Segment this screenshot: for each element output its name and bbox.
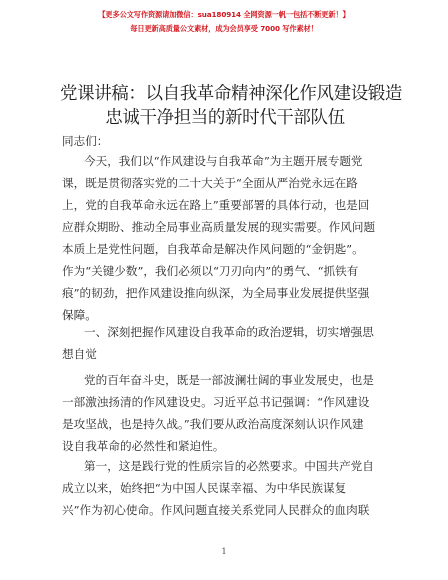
- document-title-line1: 党课讲稿：以自我革命精神深化作风建设锻造: [60, 84, 402, 104]
- paragraph-line: 党的百年奋斗史，既是一部波澜壮阔的事业发展史，也是: [84, 373, 374, 387]
- section-heading-1: [62, 321, 396, 365]
- paragraph-line: 兴”作为初心使命。作风问题直接关系党同人民群众的血肉联: [62, 503, 370, 517]
- greeting-text: 同志们：: [62, 134, 109, 148]
- document-title-line2: 忠诚干净担当的新时代干部队伍: [105, 108, 345, 128]
- heading-line: 一、深刻把握作风建设自我革命的政治逻辑，切实增强思: [84, 325, 374, 339]
- paragraph-intro: [62, 150, 396, 326]
- paragraph-line: 成立以来，始终把“为中国人民谋幸福、为中华民族谋复: [62, 481, 347, 495]
- promo-banner-line2: 每日更新高质量公文素材，成为会员享受 7000 写作素材！: [130, 24, 318, 33]
- paragraph-line: 上，党的自我革命永远在路上”重要部署的具体行动，也是回: [62, 198, 370, 212]
- paragraph-line: 一部激浊扬清的作风建设史。习近平总书记强调：“作风建设: [62, 395, 370, 409]
- paragraph-line: 课，既是贯彻落实党的二十大关于“全面从严治党永远在路: [62, 176, 358, 190]
- paragraph-line: 是攻坚战，也是持久战。”我们要从政治高度深刻认识作风建: [62, 417, 364, 431]
- page-number: 1: [221, 547, 227, 556]
- paragraph-line: 痕”的韧劲，把作风建设推向纵深，为全局事业发展提供坚强: [62, 286, 370, 300]
- promo-banner-line1: 【更多公文写作资源请加微信：sua180914 全网资源一帆一包括不断更新！】: [98, 10, 350, 19]
- paragraph-line: 第一，这是践行党的性质宗旨的必然要求。中国共产党自: [84, 459, 374, 473]
- paragraph-line: 设自我革命的必然性和紧迫性。: [62, 439, 225, 453]
- paragraph-line: 作为“关键少数”，我们必须以“刀刃向内”的勇气、“抓铁有: [62, 264, 359, 278]
- paragraph-line: 本质上是党性问题，自我革命是解决作风问题的“金钥匙”。: [62, 242, 364, 256]
- paragraph-line: 应群众期盼、推动全局事业高质量发展的现实需要。作风问题: [62, 220, 376, 234]
- paragraph-line: 今天，我们以“作风建设与自我革命”为主题开展专题党: [84, 154, 363, 168]
- paragraph-first-point: [62, 455, 396, 521]
- paragraph-line: 保障。: [62, 308, 97, 322]
- heading-line: 想自觉: [62, 347, 97, 361]
- greeting: [62, 130, 396, 152]
- paragraph-history: [62, 369, 396, 457]
